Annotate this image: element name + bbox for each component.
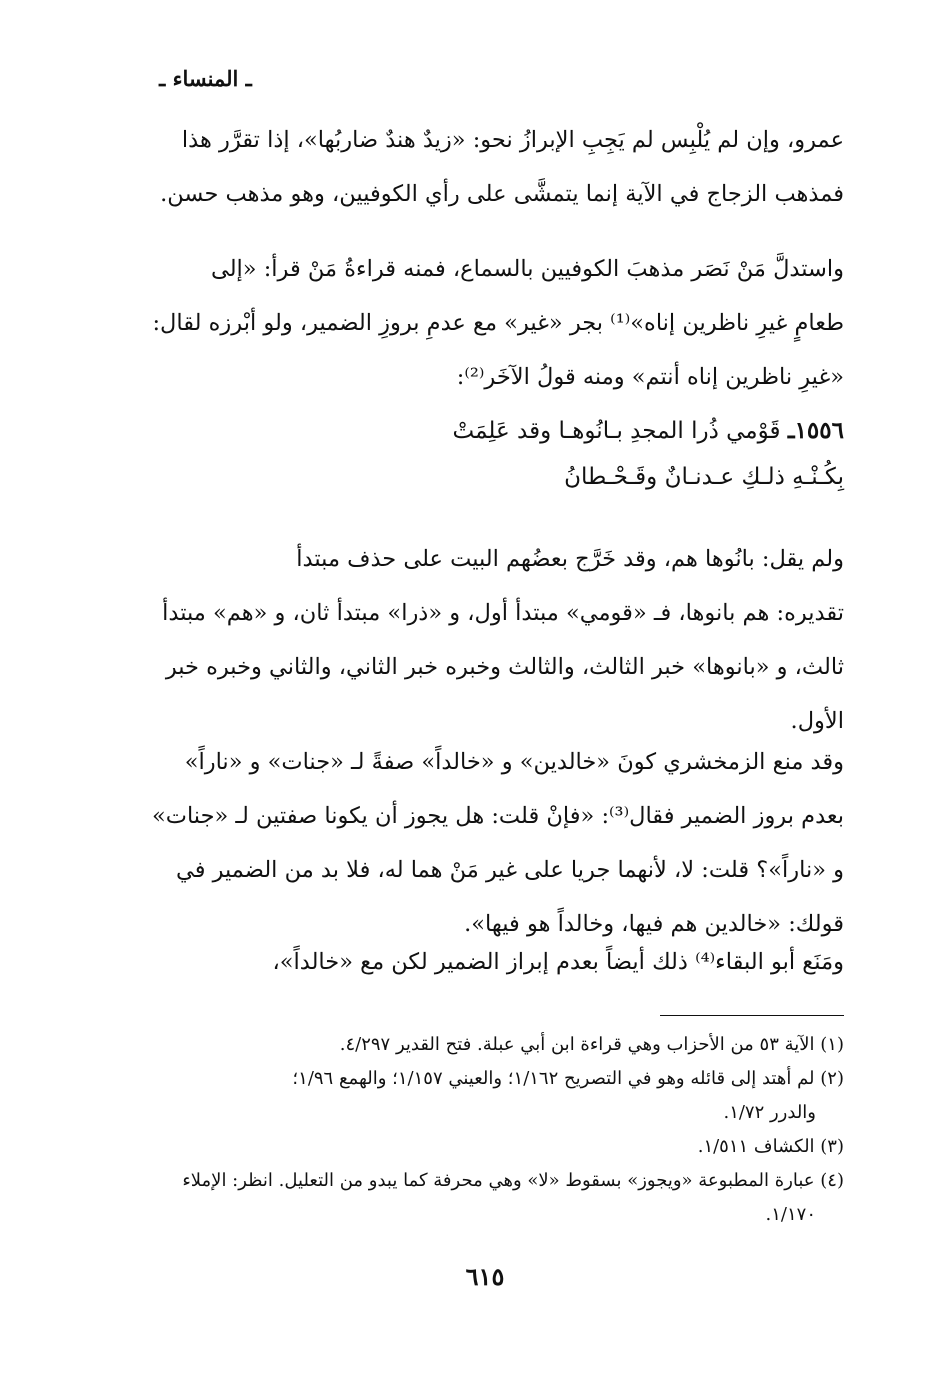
verse-first-hemistich <box>138 408 844 454</box>
paragraph-line: عمرو، وإن لم يُلْبِس لم يَجِبِ الإبرازُ نحو: «زيدٌ هندٌ ضاربُها»، إذا تقرَّر هذا <box>181 127 844 153</box>
paragraph-line: فمذهب الزجاج في الآية إنما يتمشَّى على رأي الكوفيين، وهو مذهب حسن. <box>160 181 844 207</box>
footnote-4 <box>138 1164 844 1232</box>
hemistich-2: بِكُـنْـهِ ذلـكِ عـدنـانٌ وقَـحْـطانُ <box>564 464 844 490</box>
footnote-2 <box>138 1062 844 1130</box>
verse-number: ١٥٥٦ـ <box>787 417 844 444</box>
verse-second-hemistich <box>138 454 844 500</box>
paragraph-line: ومَنَع أبو البقاء⁽⁴⁾ ذلك أيضاً بعدم إبراز الضمير لكن مع «خالداً»، <box>272 949 844 975</box>
paragraph-line: «غيرِ ناظرين إناه أنتم» ومنه قولُ الآخَر⁽²⁾: <box>456 364 844 390</box>
paragraph-line: طعامٍ غيرِ ناظرين إناه»⁽¹⁾ بجر «غير» مع عدمِ بروزِ الضمير، ولو أبْرزه لقال: <box>152 310 844 336</box>
paragraph-line: و «ناراً»؟ قلت: لا، لأنهما جريا على غير مَنْ هما له، فلا بد من الضمير في <box>175 857 844 883</box>
paragraph-line: واستدلَّ مَنْ نَصَر مذهبَ الكوفيين بالسماع، فمنه قراءةُ مَنْ قرأ: «إلى <box>210 256 844 282</box>
paragraph-3 <box>138 532 844 748</box>
paragraph-line: ولم يقل: بانُوها هم، وقد خَرَّج بعضُهم البيت على حذف مبتدأ <box>296 546 844 572</box>
paragraph-line: وقد منع الزمخشري كونَ «خالدين» و «خالداً» صفةً لـ «جنات» و «ناراً» <box>184 749 844 775</box>
paragraph-line: ثالث، و «بانوها» خبر الثالث، والثالث وخبره خبر الثاني، والثاني وخبره خبر <box>165 654 844 680</box>
page-number: ٦١٥ <box>465 1262 505 1291</box>
paragraph-line: بعدم بروز الضمير فقال⁽³⁾: «فإنْ قلت: هل يجوز أن يكونا صفتين لـ «جنات» <box>152 803 844 829</box>
hemistich-1: قَوْمي ذُرا المجدِ بـانُوهـا وقد عَلِمَتْ <box>452 418 781 444</box>
footnote-continuation: ١/١٧٠. <box>765 1204 816 1225</box>
poetry-verse <box>138 408 844 500</box>
footnote-separator <box>660 1015 844 1016</box>
running-head: ـ المنساء ـ <box>159 66 252 91</box>
footnote-continuation: والدرر ١/٧٢. <box>723 1102 816 1123</box>
footnote-text: (٣) الكشاف ١/٥١١. <box>697 1136 844 1157</box>
paragraph-1 <box>138 113 844 221</box>
paragraph-4 <box>138 735 844 951</box>
footnote-1 <box>138 1028 844 1062</box>
footnote-text: (٤) عبارة المطبوعة «ويجوز» بسقوط «لا» وهي محرفة كما يبدو من التعليل. انظر: الإملاء <box>182 1170 844 1191</box>
footnote-text: (٢) لم أهتد إلى قائله وهو في التصريح ١/١٦٢؛ والعيني ١/١٥٧؛ والهمع ١/٩٦؛ <box>292 1068 844 1089</box>
paragraph-line: قولك: «خالدين هم فيها، وخالداً هو فيها». <box>464 911 844 937</box>
footnote-text: (١) الآية ٥٣ من الأحزاب وهي قراءة ابن أبي عبلة. فتح القدير ٤/٢٩٧. <box>339 1034 844 1055</box>
paragraph-line: الأول. <box>790 708 844 734</box>
paragraph-line: تقديره: هم بانوها، فـ «قومي» مبتدأ أول، و «ذرا» مبتدأ ثان، و «هم» مبتدأ <box>162 600 844 626</box>
paragraph-5 <box>138 935 844 989</box>
paragraph-2 <box>138 242 844 404</box>
footnote-3 <box>138 1130 844 1164</box>
footnotes <box>138 1028 844 1232</box>
